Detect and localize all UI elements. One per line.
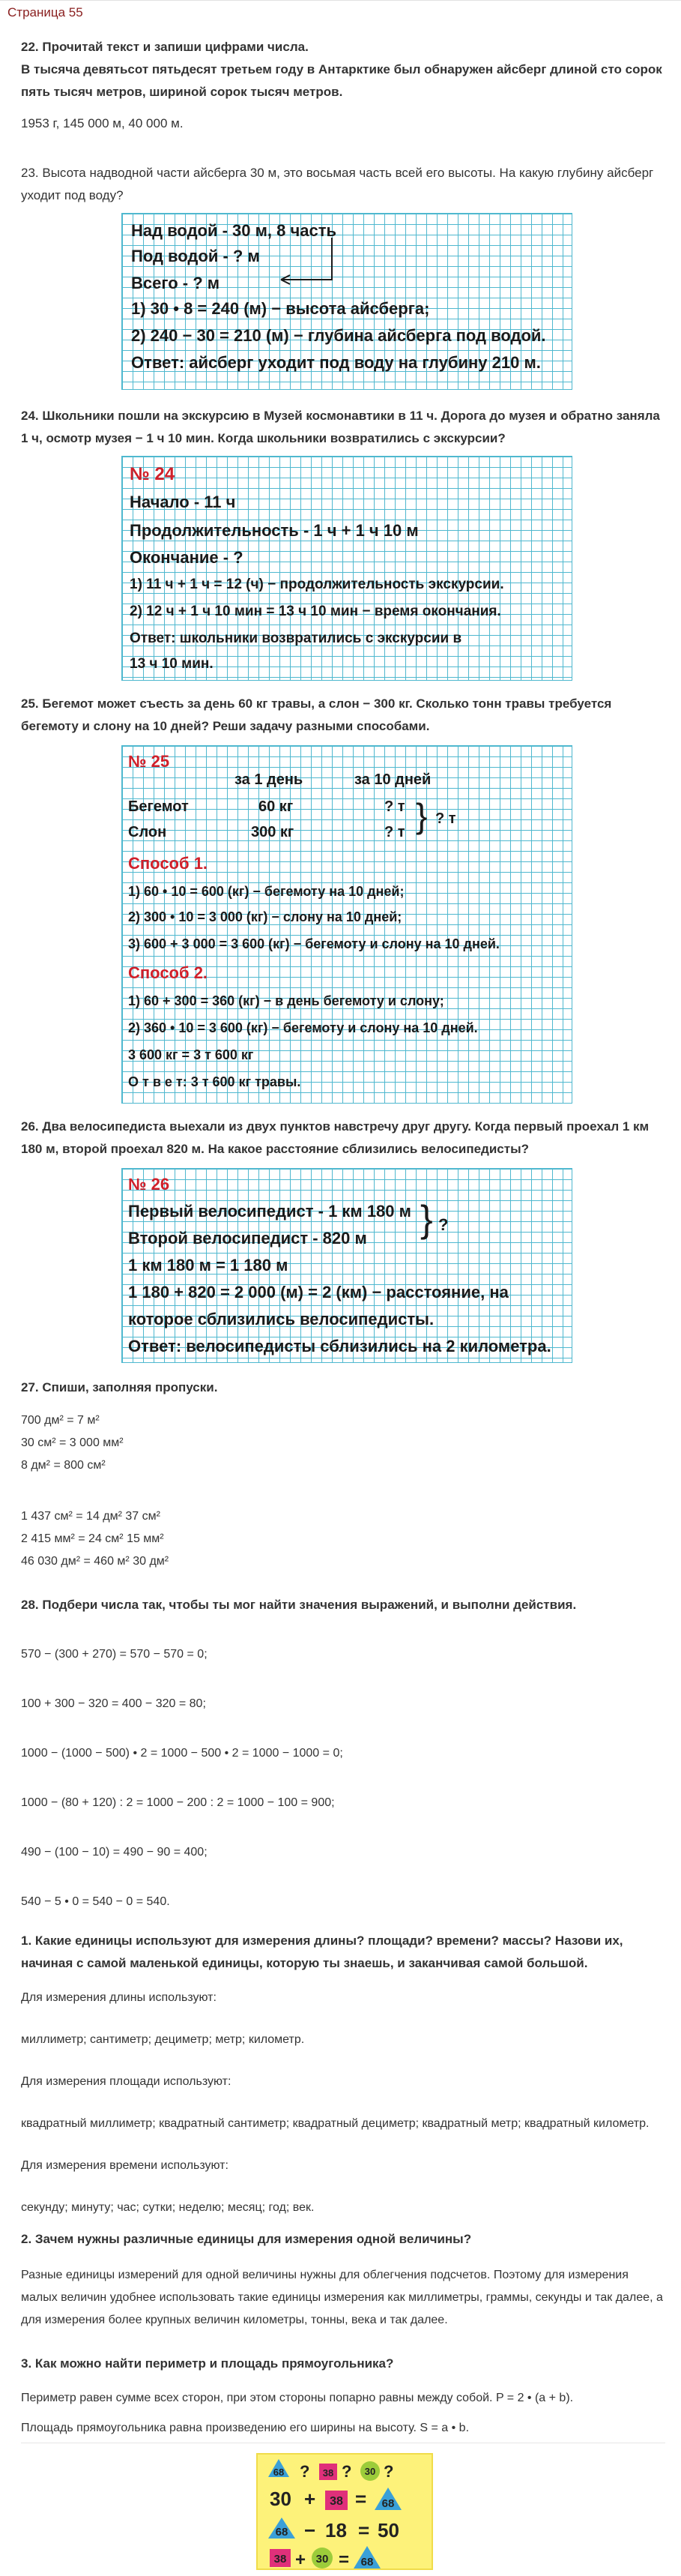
t25-num: № 25 [128,752,170,771]
puzzle-num: 68 [275,2526,288,2539]
t26-line: 1 км 180 м = 1 180 м [128,1256,288,1275]
puzzle-sym: − [304,2519,316,2542]
t25-line: О т в е т: 3 т 600 кг травы. [128,1074,301,1089]
t25-row2-val: 300 кг [251,824,294,840]
page-title: Страница 55 [7,5,83,19]
task-23-title: 23. Высота надводной части айсберга 30 м, это восьмая часть всей его высоты. На какую глубину айсберг уходит под воду? [21,166,654,202]
t25-row2-q: ? т [384,824,405,840]
t25-line: 3) 600 + 3 000 = 3 600 (кг) − бегемоту и слону на 10 дней. [128,936,500,951]
puzzle-num: 68 [360,2556,374,2569]
t25-row1-label: Бегемот [128,798,189,815]
puzzle-num: 68 [273,2467,285,2478]
t24-num: № 24 [130,464,175,484]
puzzle-num: 38 [322,2467,334,2479]
q3-line: Площадь прямоугольника равна произведению его ширины на высоту. S = a • b. [21,2422,470,2434]
t25-way2: Способ 2. [128,963,208,982]
t26-line: Второй велосипедист - 820 м [128,1229,367,1248]
t27-line: 2 415 мм² = 24 см² 15 мм² [21,1532,164,1545]
question-2-text: Разные единицы измерений для одной величины нужны для облегчения подсчетов. Поэтому для измерения малых величин удобнее использовать такие единицы измерения как миллиметры, граммы, секунды и так далее, а для измерения более крупных величин километры, тонны, века и так далее. [21,2269,663,2326]
t24-line: 13 ч 10 мин. [130,656,214,672]
t27-line: 30 см² = 3 000 мм² [21,1436,124,1449]
puzzle-num: 30 [270,2488,291,2510]
bracket-arrow [257,236,347,289]
t24-line: Ответ: школьники возвратились с экскурсии в [130,631,462,646]
t24-line: Окончание - ? [130,548,243,567]
puzzle-num: 38 [330,2495,343,2508]
t23-line: Ответ: айсберг уходит под воду на глубину 210 м. [131,353,541,372]
task-26-title: 26. Два велосипедиста выехали из двух пунктов навстречу друг другу. Когда первый проехал 1 км 180 м, второй проехал 820 м. На какое расстояние сблизились велосипедисты? [21,1119,650,1156]
q1-line: секунду; минуту; час; сутки; неделю; месяц; год; век. [21,2201,315,2214]
t25-line: 2) 360 • 10 = 3 600 (кг) − бегемоту и слону на 10 дней. [128,1020,478,1035]
t24-line: Начало - 11 ч [130,493,236,511]
task-22-answer: 1953 г, 145 000 м, 40 000 м. [21,116,184,130]
puzzle-sym: ? [342,2462,352,2481]
t25-line: 1) 60 • 10 = 600 (кг) − бегемоту на 10 дней; [128,884,405,899]
brace: } [416,796,428,835]
q1-line: квадратный миллиметр; квадратный сантиметр; квадратный дециметр; квадратный метр; квадратный километр. [21,2117,650,2130]
t25-col1: за 1 день [234,771,303,788]
t27-line: 8 дм² = 800 см² [21,1459,106,1472]
t26-line: которое сблизились велосипедисты. [128,1310,435,1328]
t26-line: Первый велосипедист - 1 км 180 м [128,1202,411,1221]
t28-line: 490 − (100 − 10) = 490 − 90 = 400; [21,1846,208,1859]
q1-line: Для измерения длины используют: [21,1991,217,2004]
task-22-title: 22. Прочитай текст и запиши цифрами числа. [21,40,309,54]
task-22-text: В тысяча девятьсот пятьдесят третьем году в Антарктике был обнаружен айсберг длиной сто сорок пять тысяч метров, шириной сорок тысяч метров. [21,62,662,99]
puzzle-sym: + [295,2550,306,2570]
t28-line: 570 − (300 + 270) = 570 − 570 = 0; [21,1648,208,1661]
t23-line: 2) 240 − 30 = 210 (м) − глубина айсберга под водой. [131,326,546,345]
t26-q: ? [438,1215,449,1234]
puzzle-sym: + [304,2488,316,2510]
t26-line: 1 180 + 820 = 2 000 (м) = 2 (км) − расстояние, на [128,1283,509,1301]
q1-line: Для измерения времени используют: [21,2159,228,2172]
t26-line: Ответ: велосипедисты сблизились на 2 километра. [128,1337,551,1355]
t27-line: 46 030 дм² = 460 м² 30 дм² [21,1555,169,1568]
t25-way1: Способ 1. [128,854,208,873]
task-27-title: 27. Спиши, заполняя пропуски. [21,1380,218,1394]
task-27-group1 [21,1409,665,1477]
t25-total: ? т [435,810,456,827]
t24-line: Продолжительность - 1 ч + 1 ч 10 м [130,521,419,540]
question-3-title: 3. Как можно найти периметр и площадь прямоугольника? [21,2356,394,2371]
task-25-title: 25. Бегемот может съесть за день 60 кг травы, а слон − 300 кг. Сколько тонн травы требуется бегемоту и слону на 10 дней? Реши задачу разными способами. [21,696,612,733]
task-28-title: 28. Подбери числа так, чтобы ты мог найти значения выражений, и выполни действия. [21,1598,577,1612]
t25-line: 1) 60 + 300 = 360 (кг) − в день бегемоту и слону; [128,993,444,1008]
puzzle-num: 38 [273,2553,287,2566]
task-28-lines [21,1630,665,1927]
page-header [0,0,681,28]
task-22 [21,36,665,135]
puzzle-sym: ? [300,2462,310,2481]
task-25-notebook [121,745,572,1104]
t23-line: 1) 30 • 8 = 240 (м) − высота айсберга; [131,299,430,318]
puzzle-card [256,2453,433,2570]
t24-line: 1) 11 ч + 1 ч = 12 (ч) − продолжительность экскурсии. [130,577,504,592]
t25-col2: за 10 дней [354,771,432,788]
question-3-answer [21,2387,665,2440]
q1-line: миллиметр; сантиметр; дециметр; метр; километр. [21,2033,305,2046]
puzzle-num: 18 [325,2519,347,2542]
puzzle-sym: = [339,2550,350,2570]
task-24-notebook [121,456,572,681]
t27-line: 1 437 см² = 14 дм² 37 см² [21,1510,160,1523]
t23-line: Над водой - 30 м, 8 часть [131,221,337,240]
t25-line: 2) 300 • 10 = 3 000 (кг) − слону на 10 дней; [128,909,402,924]
puzzle-sym: ? [384,2462,394,2481]
t27-line: 700 дм² = 7 м² [21,1414,100,1427]
t28-line: 540 − 5 • 0 = 540 − 0 = 540. [21,1895,170,1908]
question-2-title: 2. Зачем нужны различные единицы для измерения одной величины? [21,2232,472,2246]
puzzle-num: 30 [364,2466,376,2477]
puzzle-num: 30 [315,2553,329,2566]
puzzle-sym: = [358,2519,370,2542]
task-23-notebook [121,213,572,390]
brace: } [420,1198,433,1240]
q3-line: Периметр равен сумме всех сторон, при этом стороны попарно равны между собой. P = 2 • (a + b). [21,2392,574,2404]
t24-line: 2) 12 ч + 1 ч 10 мин = 13 ч 10 мин − время окончания. [130,604,501,619]
t28-line: 100 + 300 − 320 = 400 − 320 = 80; [21,1697,206,1710]
question-1-answer [21,1987,665,2219]
question-1-title: 1. Какие единицы используют для измерения длины? площади? времени? массы? Назови их, начиная с самой маленькой единицы, которую ты знаешь, и заканчивая самой большой. [21,1933,623,1970]
t23-line: Всего - ? м [131,274,220,292]
t23-line: Под водой - ? м [131,247,260,265]
t25-line: 3 600 кг = 3 т 600 кг [128,1047,254,1062]
puzzle-sym: = [355,2488,367,2510]
puzzle-figure [256,2453,433,2570]
t28-line: 1000 − (80 + 120) : 2 = 1000 − 200 : 2 = 1000 − 100 = 900; [21,1796,335,1809]
q1-line: Для измерения площади используют: [21,2075,231,2088]
task-26-notebook [121,1168,572,1363]
t25-row1-q: ? т [384,798,405,815]
t28-line: 1000 − (1000 − 500) • 2 = 1000 − 500 • 2 = 1000 − 1000 = 0; [21,1747,343,1760]
puzzle-num: 50 [378,2519,399,2542]
t26-num: № 26 [128,1175,170,1194]
task-24-title: 24. Школьники пошли на экскурсию в Музей космонавтики в 11 ч. Дорога до музея и обратно заняла 1 ч, осмотр музея − 1 ч 10 мин. Когда школьники возвратились с экскурсии? [21,409,660,445]
task-27-group2 [21,1505,665,1573]
puzzle-num: 68 [381,2497,395,2510]
t25-row1-val: 60 кг [258,798,294,815]
t25-row2-label: Слон [128,824,167,840]
